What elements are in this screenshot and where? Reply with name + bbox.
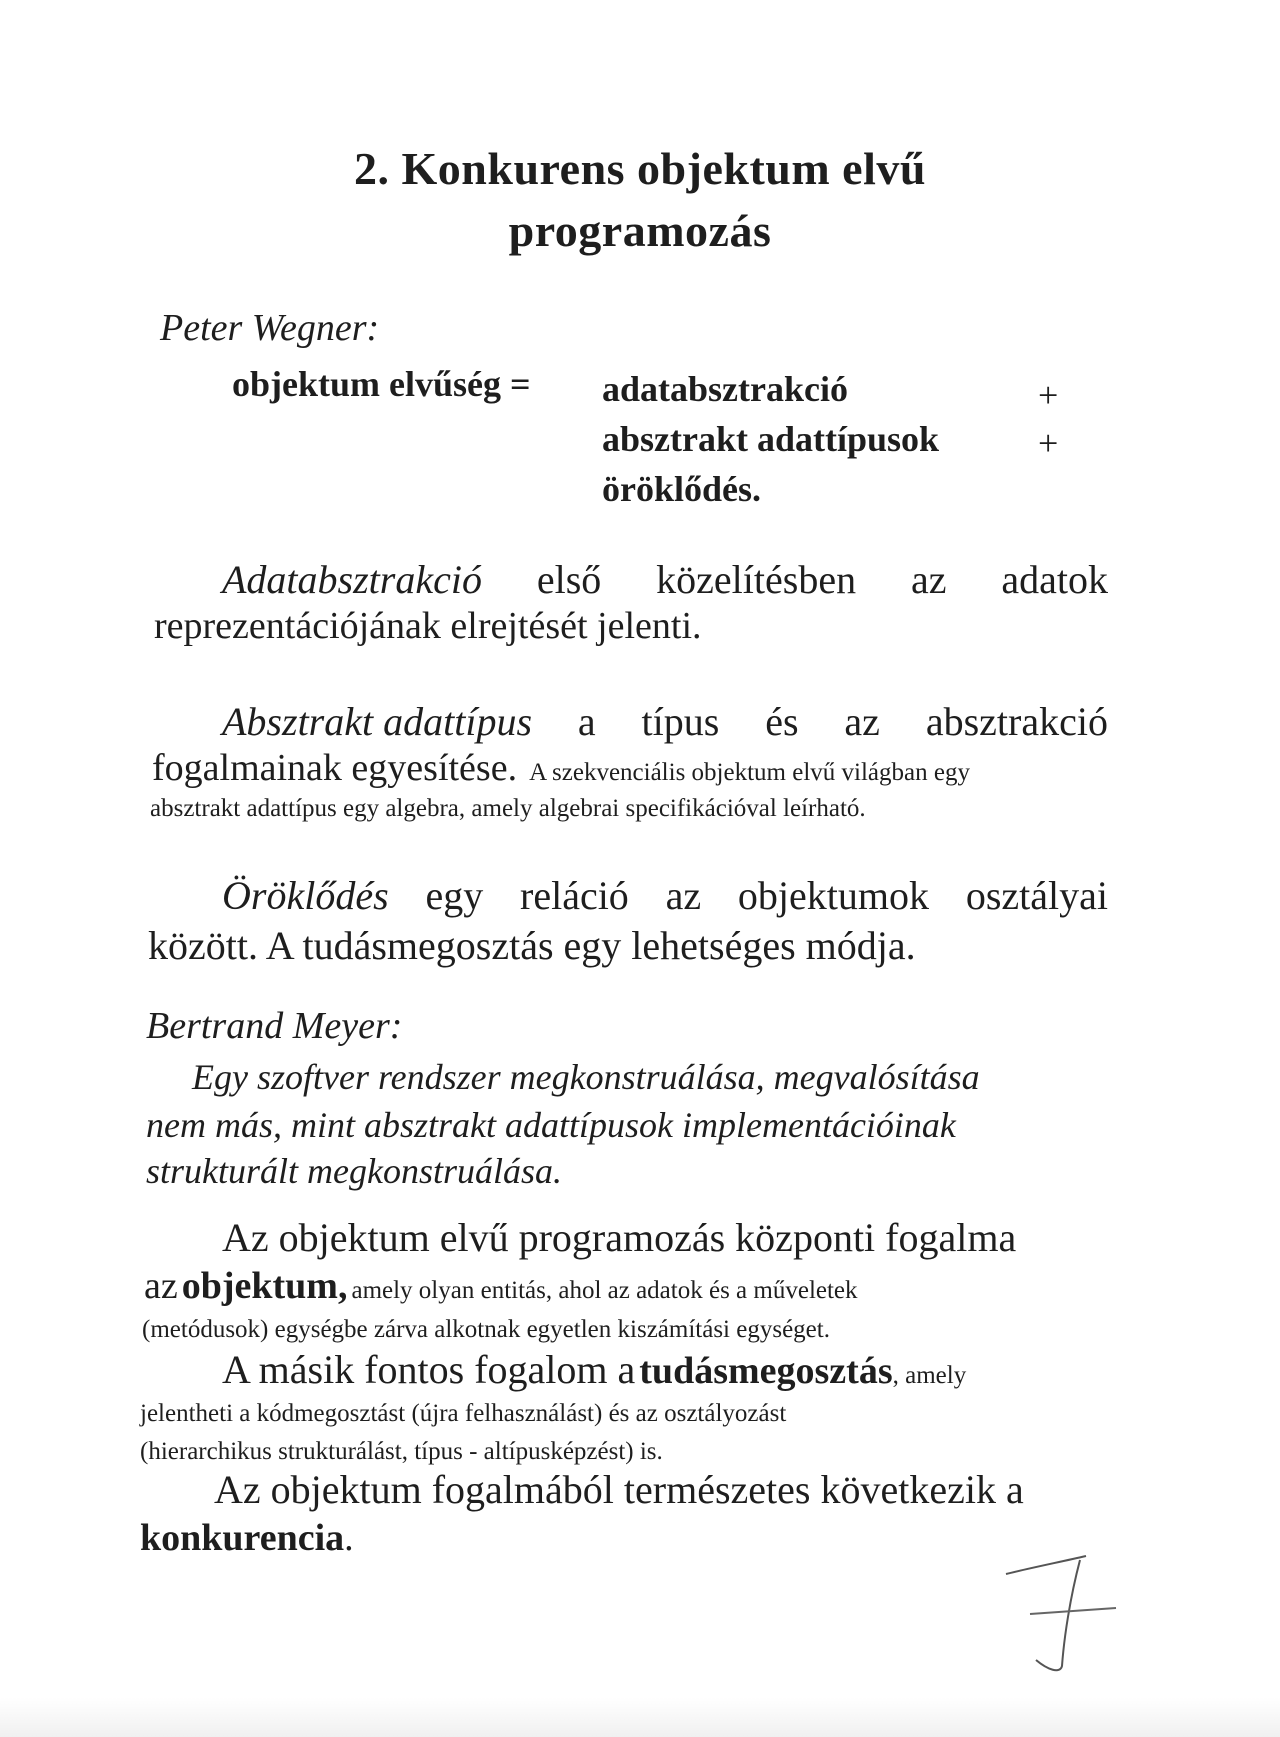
absztrakt-term: Absztrakt adattípus xyxy=(222,699,533,744)
word: az xyxy=(910,557,947,602)
word: adatok xyxy=(1001,557,1108,602)
para-tudas-line-1 xyxy=(222,1346,966,1393)
title-line-1: 2. Konkurens objektum elvű xyxy=(354,143,926,194)
para-objektum-line-1: Az objektum elvű programozás központi fogalma xyxy=(222,1215,1017,1260)
word: az xyxy=(665,873,702,918)
tudas-line-1-rest: , amely xyxy=(892,1362,967,1389)
para-absztrakt-line-2 xyxy=(152,746,970,790)
para-objektum-line-2 xyxy=(144,1264,858,1308)
tudas-term: tudásmegosztás xyxy=(639,1350,893,1392)
word: és xyxy=(765,699,799,744)
meyer-author: Bertrand Meyer: xyxy=(146,1005,403,1047)
title-line-2: programozás xyxy=(508,205,772,256)
para-orokles-line-2: között. A tudásmegosztás egy lehetséges módja. xyxy=(148,923,916,968)
handwritten-page-number-icon xyxy=(1000,1548,1120,1678)
wegner-term-2: absztrakt adattípusok xyxy=(602,419,940,459)
para-absztrakt-line-3: absztrakt adattípus egy algebra, amely algebrai specifikációval leírható. xyxy=(150,795,866,822)
para-tudas-line-2: jelentheti a kódmegosztást (újra felhasználást) és az osztályozást xyxy=(140,1400,787,1427)
tudas-line-1-pre: A másik fontos fogalom a xyxy=(222,1347,636,1392)
wegner-op-1: + xyxy=(1038,375,1059,415)
wegner-lhs: objektum elvűség = xyxy=(232,364,531,404)
word: az xyxy=(844,699,880,744)
para-objektum-line-3: (metódusok) egységbe zárva alkotnak egyetlen kiszámítási egységet. xyxy=(142,1316,830,1343)
para-konkurencia-line-1: Az objektum fogalmából természetes következik a xyxy=(214,1467,1024,1512)
word: típus xyxy=(641,699,720,744)
word: absztrakció xyxy=(925,699,1108,744)
meyer-quote-line-1: Egy szoftver rendszer megkonstruálása, megvalósítása xyxy=(192,1057,980,1097)
absztrakt-line-2-main: fogalmainak egyesítése. xyxy=(152,747,518,789)
wegner-term-3: öröklődés. xyxy=(602,469,762,509)
meyer-quote-line-2: nem más, mint absztrakt adattípusok implementációinak xyxy=(146,1105,956,1145)
objektum-line-2-rest: amely olyan entitás, ahol az adatok és a műveletek xyxy=(351,1277,858,1304)
para-absztrakt-line-1 xyxy=(222,698,1108,745)
adatabsztrakcio-term: Adatabsztrakció xyxy=(222,557,482,602)
word: egy xyxy=(425,873,484,918)
para-tudas-line-3: (hierarchikus strukturálást, típus - altípusképzést) is. xyxy=(140,1438,663,1465)
konkurencia-period: . xyxy=(344,1517,354,1559)
para-orokles-line-1 xyxy=(222,872,1108,919)
objektum-line-2-pre: az xyxy=(144,1265,178,1307)
word: objektumok xyxy=(737,873,930,918)
para-konkurencia-line-2 xyxy=(140,1516,354,1560)
para-adatabsztrakcio-line-2: reprezentációjának elrejtését jelenti. xyxy=(154,605,702,647)
wegner-term-1: adatabsztrakció xyxy=(602,369,848,409)
para-adatabsztrakcio-line-1 xyxy=(222,556,1108,603)
konkurencia-term: konkurencia xyxy=(140,1517,345,1559)
word: közelítésben xyxy=(656,557,857,602)
word: első xyxy=(536,557,602,602)
wegner-author: Peter Wegner: xyxy=(160,307,380,349)
wegner-op-2: + xyxy=(1038,423,1059,463)
objektum-term: objektum, xyxy=(181,1265,348,1307)
word: reláció xyxy=(520,873,629,918)
absztrakt-line-2-small: A szekvenciális objektum elvű világban egy xyxy=(529,759,970,786)
orokles-term: Öröklődés xyxy=(222,873,389,918)
scan-shadow xyxy=(0,1697,1280,1737)
meyer-quote-line-3: strukturált megkonstruálása. xyxy=(146,1151,563,1191)
word: a xyxy=(577,699,596,744)
word: osztályai xyxy=(965,873,1108,918)
